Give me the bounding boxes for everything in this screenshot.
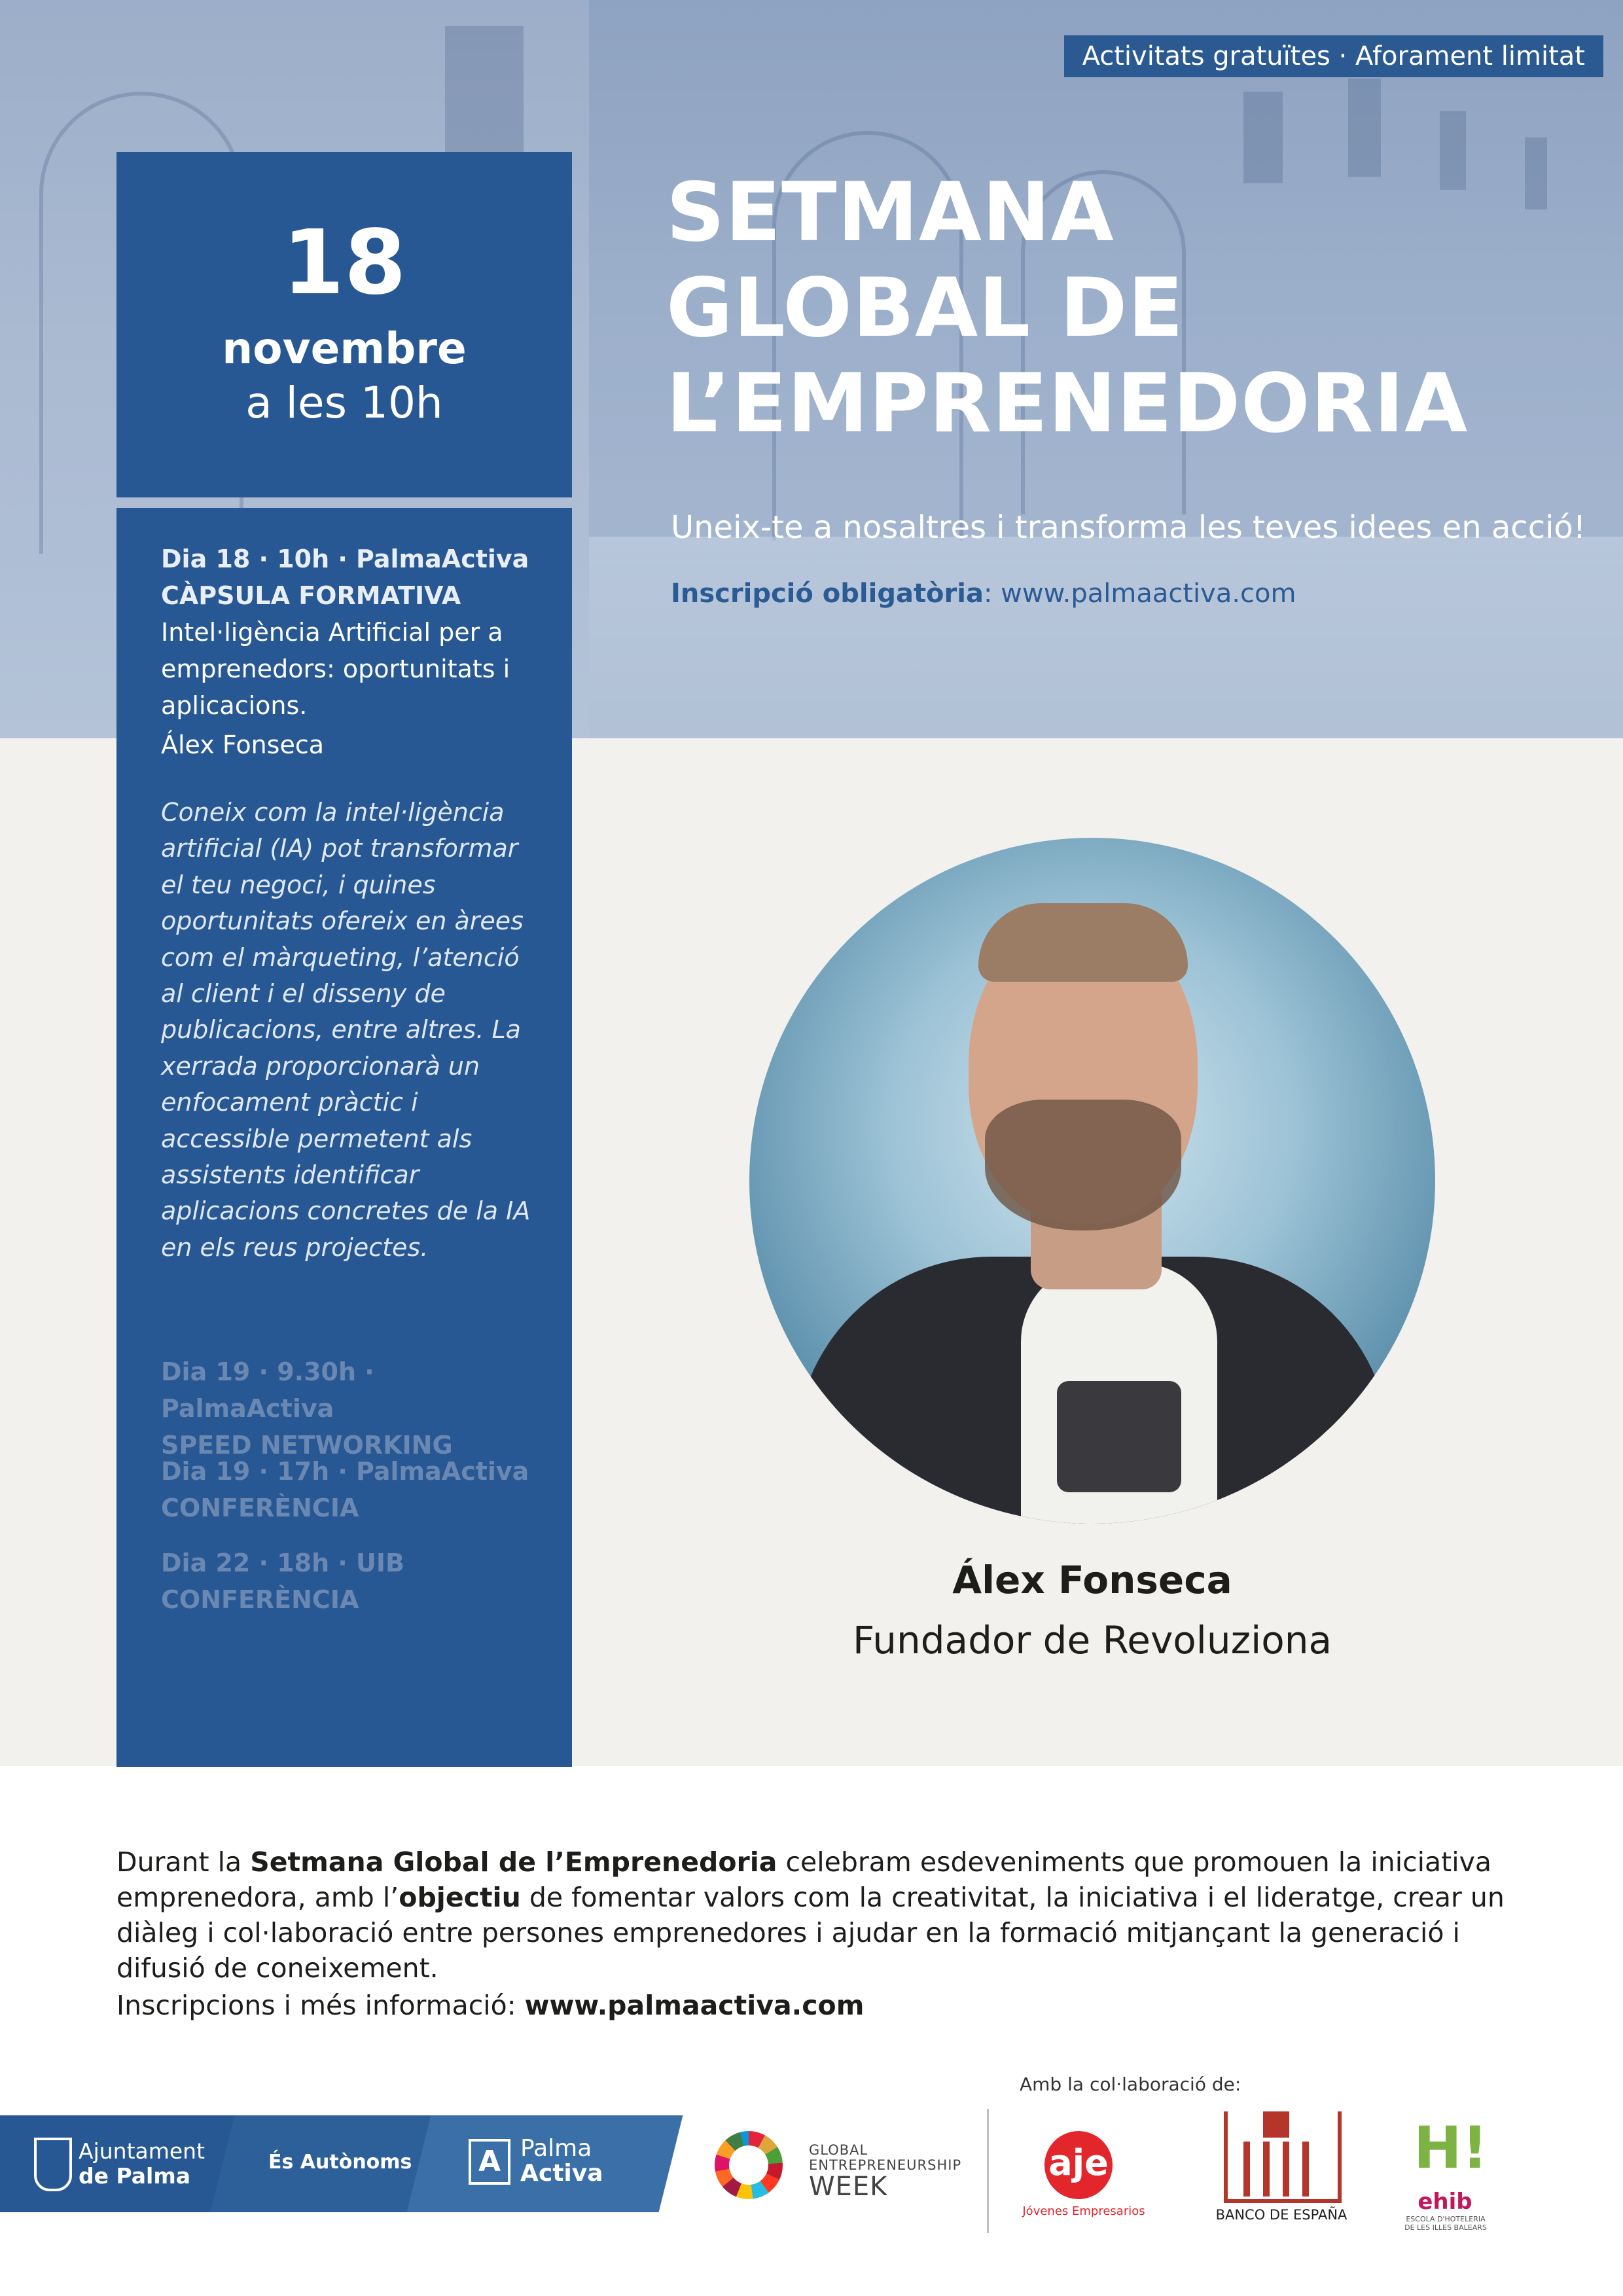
event-item: Dia 19 · 17h · PalmaActiva CONFERÈNCIA xyxy=(161,1457,529,1522)
gew-ring-icon xyxy=(715,2131,783,2199)
aje-logo: aje xyxy=(1044,2131,1113,2199)
tagline-badge: Activitats gratuïtes · Aforament limitat xyxy=(1064,35,1603,77)
speaker-photo xyxy=(749,838,1435,1524)
featured-event xyxy=(161,541,554,763)
subtitle: Uneix-te a nosaltres i transforma les teves idees en acció! xyxy=(671,509,1586,546)
ehib-logo: ehib xyxy=(1418,2189,1472,2215)
palmaactiva-logo: Palma Activa xyxy=(520,2135,603,2187)
info-link[interactable]: www.palmaactiva.com xyxy=(524,1990,865,2021)
featured-event-speaker: Álex Fonseca xyxy=(161,730,325,759)
aje-subtitle: Jóvenes Empresarios xyxy=(1022,2204,1145,2218)
date-day: 18 xyxy=(282,211,406,315)
footer-divider xyxy=(987,2109,989,2233)
date-month: novembre xyxy=(222,323,467,374)
bde-logo: BANCO DE ESPAÑA xyxy=(1215,2207,1347,2223)
ajuntament-logo: Ajuntament de Palma xyxy=(79,2138,205,2189)
event-sidebar xyxy=(116,508,572,1767)
featured-event-type: CÀPSULA FORMATIVA xyxy=(161,581,461,610)
ehib-mark: H! xyxy=(1414,2114,1488,2181)
inscription-line: Inscripció obligatòria: www.palmaactiva.com xyxy=(671,579,1296,609)
inscription-link[interactable]: : www.palmaactiva.com xyxy=(983,579,1296,609)
featured-event-topic: Intel·ligència Artificial per a emprenedors: oportunitats i aplicacions. xyxy=(161,618,510,720)
gew-logo: GLOBAL ENTREPRENEURSHIP WEEK xyxy=(809,2142,962,2202)
about-paragraph: Durant la Setmana Global de l’Emprenedoria celebram esdeveniments que promouen la iniciativa emprenedora, amb l’objectiu de fomentar valors com la creativitat, la iniciativa i el lideratge, crear un diàleg i col·laboració entre persones emprenedores i ajudar en la formació mitjançant la generació i difusió de coneixement. xyxy=(116,1846,1505,1984)
featured-event-header: Dia 18 · 10h · PalmaActiva xyxy=(161,545,529,573)
featured-event-description: Coneix com la intel·ligència artificial (IA) pot transformar el teu negoci, i quines oportunitats ofereix en àrees com el màrqueting, l’atenció al client i el disseny de publicacions, entre altres. La xerrada proporcionarà un enfocament pràctic i accessible permetent als assistents identificar aplicacions concretes de la IA en els reus projectes. xyxy=(161,798,531,1262)
speaker-name: Álex Fonseca xyxy=(952,1558,1232,1602)
collaboration-label: Amb la col·laboració de: xyxy=(1020,2073,1241,2095)
palma-crest-icon xyxy=(34,2138,72,2191)
date-time: a les 10h xyxy=(245,378,443,428)
speaker-role: Fundador de Revoluziona xyxy=(853,1618,1332,1662)
event-item: Dia 19 · 9.30h · PalmaActiva SPEED NETWORKING xyxy=(161,1357,453,1460)
page-title: SETMANA GLOBAL DE L’EMPRENEDORIA xyxy=(666,166,1469,451)
es-autonoms-logo: És Autònoms xyxy=(268,2151,412,2174)
date-box xyxy=(116,152,572,497)
event-item: Dia 22 · 18h · UIB CONFERÈNCIA xyxy=(161,1549,405,1614)
palmaactiva-icon: A xyxy=(469,2139,510,2185)
info-line: Inscripcions i més informació: www.palmaactiva.com xyxy=(116,1990,865,2021)
ehib-subtitle: ESCOLA D'HOTELERIA DE LES ILLES BALEARS xyxy=(1404,2215,1487,2232)
